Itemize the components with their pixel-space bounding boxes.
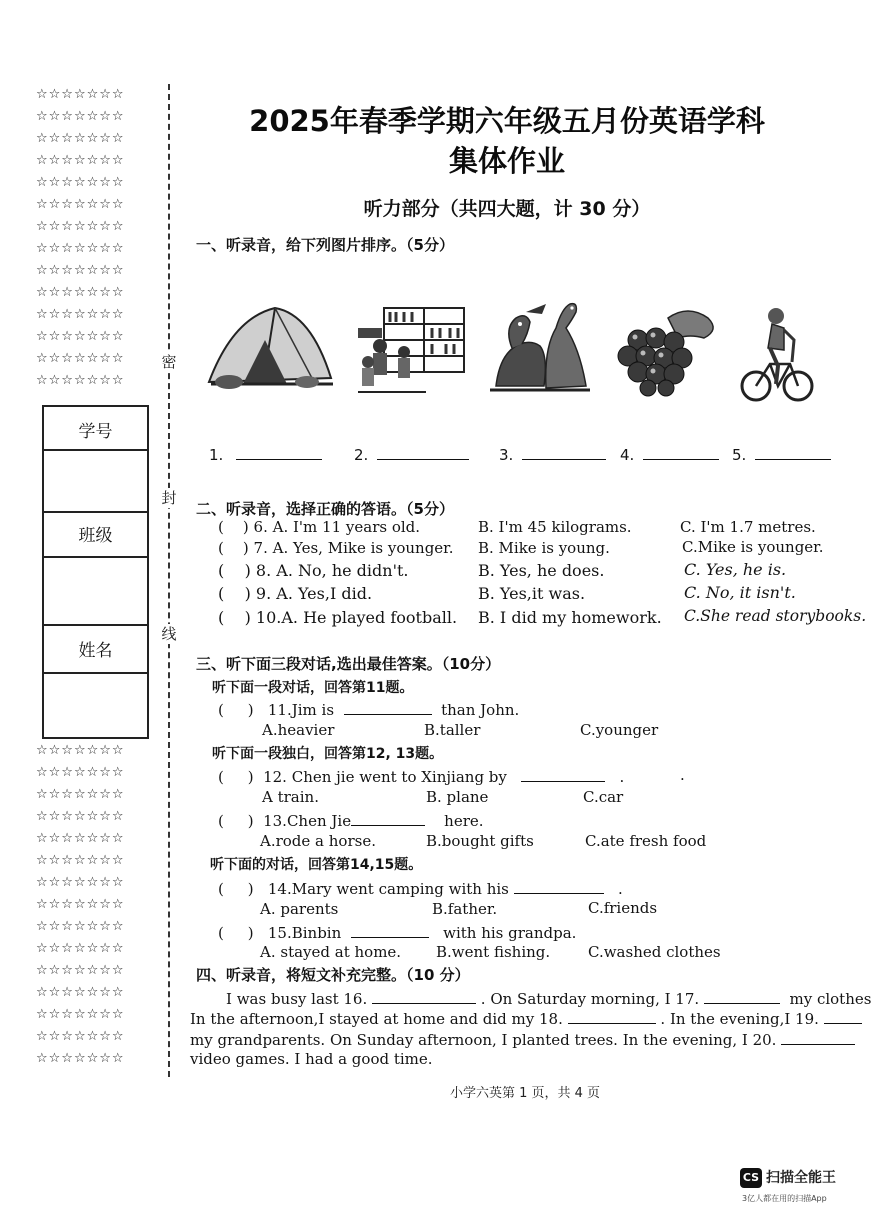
question-15-option-b[interactable]: B.went fishing. bbox=[436, 943, 551, 961]
grapes-icon bbox=[608, 304, 724, 396]
picture-number-label: 5. bbox=[732, 446, 747, 464]
star-row: ☆☆☆☆☆☆☆ bbox=[36, 941, 125, 956]
part3-heading: 三、听下面三段对话,选出最佳答案。（10分） bbox=[196, 655, 501, 673]
question-13-option-c[interactable]: C.ate fresh food bbox=[585, 832, 707, 850]
question-tail: . bbox=[619, 768, 625, 786]
picture-number-label: 3. bbox=[499, 446, 514, 464]
star-row: ☆☆☆☆☆☆☆ bbox=[36, 853, 125, 868]
question-7-option-b[interactable]: B. Mike is young. bbox=[478, 539, 610, 557]
question-12-dot: . bbox=[680, 766, 685, 784]
name-label: 姓名 bbox=[78, 641, 113, 661]
star-row: ☆☆☆☆☆☆☆ bbox=[36, 329, 125, 344]
question-number: 6. bbox=[253, 518, 268, 536]
question-13: ( ) 13.Chen Jie here. bbox=[218, 812, 484, 830]
question-14-option-c[interactable]: C.friends bbox=[588, 899, 658, 917]
star-row: ☆☆☆☆☆☆☆ bbox=[36, 285, 125, 300]
picture-blank[interactable] bbox=[236, 444, 322, 460]
picture-number-2 bbox=[354, 444, 469, 464]
picture-number-label: 1. bbox=[209, 446, 224, 464]
question-tail: . bbox=[617, 880, 623, 898]
answer-blank-16[interactable] bbox=[372, 988, 476, 1004]
question-12-option-c[interactable]: C.car bbox=[583, 788, 624, 806]
option-a[interactable]: A. I'm 11 years old. bbox=[272, 518, 421, 536]
option-a[interactable]: A. Yes,I did. bbox=[276, 584, 373, 603]
question-tail: here. bbox=[444, 812, 484, 830]
part4-heading: 四、听录音，将短文补充完整。（10 分） bbox=[196, 966, 470, 984]
question-15-option-a[interactable]: A. stayed at home. bbox=[260, 943, 402, 961]
question-10: ( ) 10.A. He played football. bbox=[218, 608, 458, 627]
question-11-option-c[interactable]: C.younger bbox=[580, 721, 659, 739]
picture-blank[interactable] bbox=[522, 444, 606, 460]
tent-icon bbox=[203, 300, 335, 392]
binding-line bbox=[168, 84, 170, 1077]
scanner-logo-icon: CS bbox=[740, 1168, 762, 1188]
question-stem: 12. Chen jie went to Xinjiang by bbox=[263, 768, 507, 786]
page-title-line2: 集体作业 bbox=[448, 144, 565, 178]
answer-blank[interactable] bbox=[514, 878, 604, 894]
star-row: ☆☆☆☆☆☆☆ bbox=[36, 831, 125, 846]
passage-text: In the afternoon,I stayed at home and did my 18. bbox=[190, 1010, 563, 1028]
star-row: ☆☆☆☆☆☆☆ bbox=[36, 263, 125, 278]
part3-instruction-3: 听下面的对话，回答第14,15题。 bbox=[210, 857, 423, 873]
question-7: ( ) 7. A. Yes, Mike is younger. bbox=[218, 539, 454, 557]
picture-number-4 bbox=[620, 444, 719, 464]
star-row: ☆☆☆☆☆☆☆ bbox=[36, 897, 125, 912]
passage-line-4: video games. I had a good time. bbox=[190, 1050, 433, 1068]
star-row: ☆☆☆☆☆☆☆ bbox=[36, 985, 125, 1000]
question-14-option-b[interactable]: B.father. bbox=[432, 900, 498, 918]
question-6-option-b[interactable]: B. I'm 45 kilograms. bbox=[478, 518, 632, 536]
question-tail: with his grandpa. bbox=[443, 924, 577, 942]
question-7-option-c[interactable]: C.Mike is younger. bbox=[682, 538, 824, 556]
passage-line-3 bbox=[190, 1029, 855, 1049]
question-number: 10. bbox=[255, 608, 282, 627]
star-row: ☆☆☆☆☆☆☆ bbox=[36, 197, 125, 212]
question-15: ( ) 15.Binbin with his grandpa. bbox=[218, 924, 577, 942]
picture-number-label: 4. bbox=[620, 446, 635, 464]
star-row: ☆☆☆☆☆☆☆ bbox=[36, 1029, 125, 1044]
listening-subtitle: 听力部分（共四大题，计 30 分） bbox=[363, 198, 651, 220]
library-icon bbox=[356, 306, 466, 396]
class-label: 班级 bbox=[78, 526, 113, 546]
part2-heading: 二、听录音，选择正确的答语。（5分） bbox=[196, 500, 454, 518]
question-6-option-c[interactable]: C. I'm 1.7 metres. bbox=[680, 518, 816, 536]
student-id-field[interactable] bbox=[44, 449, 147, 511]
picture-blank[interactable] bbox=[643, 444, 719, 460]
star-row: ☆☆☆☆☆☆☆ bbox=[36, 109, 125, 124]
picture-number-label: 2. bbox=[354, 446, 369, 464]
question-13-option-a[interactable]: A.rode a horse. bbox=[260, 832, 376, 850]
class-label-cell bbox=[44, 511, 147, 556]
star-row: ☆☆☆☆☆☆☆ bbox=[36, 1007, 125, 1022]
star-row: ☆☆☆☆☆☆☆ bbox=[36, 919, 125, 934]
seal-char-feng: 封 bbox=[158, 488, 180, 508]
option-a[interactable]: A. Yes, Mike is younger. bbox=[272, 539, 454, 557]
answer-blank-20[interactable] bbox=[781, 1029, 855, 1045]
question-stem: 14.Mary went camping with his bbox=[267, 880, 509, 898]
star-row: ☆☆☆☆☆☆☆ bbox=[36, 373, 125, 388]
question-number: 7. bbox=[253, 539, 268, 557]
part1-heading: 一、听录音，给下列图片排序。（5分） bbox=[196, 236, 454, 254]
dinosaurs-icon bbox=[486, 298, 592, 394]
scanner-app-name: 扫描全能王 bbox=[766, 1170, 836, 1186]
star-row: ☆☆☆☆☆☆☆ bbox=[36, 787, 125, 802]
star-column-top bbox=[36, 84, 125, 392]
question-number: 8. bbox=[255, 561, 272, 580]
question-10-option-b[interactable]: B. I did my homework. bbox=[478, 608, 662, 627]
answer-blank-17[interactable] bbox=[704, 988, 780, 1004]
option-a[interactable]: A. He played football. bbox=[281, 608, 458, 627]
question-stem: 11.Jim is bbox=[267, 701, 335, 719]
question-14-option-a[interactable]: A. parents bbox=[260, 900, 339, 918]
seal-char-xian: 线 bbox=[158, 624, 180, 644]
passage-text: . On Saturday morning, I 17. bbox=[480, 990, 700, 1008]
question-11: ( ) 11.Jim is than John. bbox=[218, 701, 520, 719]
star-row: ☆☆☆☆☆☆☆ bbox=[36, 87, 125, 102]
answer-blank[interactable] bbox=[351, 922, 429, 938]
star-row: ☆☆☆☆☆☆☆ bbox=[36, 153, 125, 168]
star-row: ☆☆☆☆☆☆☆ bbox=[36, 963, 125, 978]
part3-instruction-1: 听下面一段对话，回答第11题。 bbox=[212, 680, 414, 696]
name-label-cell bbox=[44, 624, 147, 672]
answer-blank-18[interactable] bbox=[568, 1008, 656, 1024]
question-tail: than John. bbox=[441, 701, 520, 719]
star-row: ☆☆☆☆☆☆☆ bbox=[36, 241, 125, 256]
answer-blank-19[interactable] bbox=[824, 1008, 862, 1024]
question-6: ( ) 6. A. I'm 11 years old. bbox=[218, 518, 421, 536]
answer-blank[interactable] bbox=[344, 699, 432, 715]
star-column-bottom bbox=[36, 740, 125, 1070]
option-a[interactable]: A. No, he didn't. bbox=[276, 561, 409, 580]
star-row: ☆☆☆☆☆☆☆ bbox=[36, 809, 125, 824]
question-9: ( ) 9. A. Yes,I did. bbox=[218, 584, 373, 603]
page-title: 2025年春季学期六年级五月份英语学科 bbox=[249, 104, 765, 138]
star-row: ☆☆☆☆☆☆☆ bbox=[36, 1051, 125, 1066]
picture-blank[interactable] bbox=[755, 444, 831, 460]
passage-text: my grandparents. On Sunday afternoon, I planted trees. In the evening, I 20. bbox=[190, 1031, 777, 1049]
star-row: ☆☆☆☆☆☆☆ bbox=[36, 351, 125, 366]
question-10-option-c[interactable]: C.She read storybooks. bbox=[684, 607, 867, 625]
question-13-option-b[interactable]: B.bought gifts bbox=[426, 832, 534, 850]
student-info-box bbox=[42, 405, 149, 739]
passage-text: I was busy last 16. bbox=[226, 990, 368, 1008]
question-8: ( ) 8. A. No, he didn't. bbox=[218, 561, 409, 580]
question-15-option-c[interactable]: C.washed clothes bbox=[588, 943, 721, 961]
answer-blank[interactable] bbox=[351, 810, 425, 826]
question-stem: 13.Chen Jie bbox=[263, 812, 352, 830]
question-number: 9. bbox=[255, 584, 272, 603]
picture-number-5 bbox=[732, 444, 831, 464]
question-stem: 15.Binbin bbox=[267, 924, 342, 942]
star-row: ☆☆☆☆☆☆☆ bbox=[36, 175, 125, 190]
answer-blank[interactable] bbox=[521, 766, 605, 782]
question-8-option-b[interactable]: B. Yes, he does. bbox=[478, 561, 605, 580]
student-id-label: 学号 bbox=[78, 422, 113, 442]
scanner-tagline: 3亿人都在用的扫描App bbox=[742, 1194, 827, 1203]
passage-text: . In the evening,I 19. bbox=[660, 1010, 819, 1028]
question-11-option-a[interactable]: A.heavier bbox=[262, 721, 335, 739]
passage-line-1 bbox=[226, 988, 871, 1008]
name-field[interactable] bbox=[44, 672, 147, 737]
star-row: ☆☆☆☆☆☆☆ bbox=[36, 743, 125, 758]
question-11-option-b[interactable]: B.taller bbox=[424, 721, 481, 739]
class-field[interactable] bbox=[44, 556, 147, 624]
cyclist-icon bbox=[740, 306, 814, 404]
star-row: ☆☆☆☆☆☆☆ bbox=[36, 765, 125, 780]
picture-number-3 bbox=[499, 444, 606, 464]
star-row: ☆☆☆☆☆☆☆ bbox=[36, 131, 125, 146]
picture-blank[interactable] bbox=[377, 444, 469, 460]
part3-instruction-2: 听下面一段独白，回答第12, 13题。 bbox=[212, 746, 444, 762]
picture-number-1 bbox=[209, 444, 322, 464]
question-12-option-a[interactable]: A train. bbox=[262, 788, 319, 806]
question-12-option-b[interactable]: B. plane bbox=[426, 788, 489, 806]
star-row: ☆☆☆☆☆☆☆ bbox=[36, 307, 125, 322]
question-14: ( ) 14.Mary went camping with his . bbox=[218, 880, 623, 898]
seal-char-mi: 密 bbox=[158, 352, 180, 372]
question-9-option-c[interactable]: C. No, it isn't. bbox=[684, 583, 796, 602]
star-row: ☆☆☆☆☆☆☆ bbox=[36, 219, 125, 234]
question-8-option-c[interactable]: C. Yes, he is. bbox=[684, 560, 787, 579]
passage-text: my clothes bbox=[789, 990, 871, 1008]
star-row: ☆☆☆☆☆☆☆ bbox=[36, 875, 125, 890]
question-9-option-b[interactable]: B. Yes,it was. bbox=[478, 584, 586, 603]
page-footer: 小学六英第 1 页，共 4 页 bbox=[449, 1086, 601, 1101]
question-12: ( ) 12. Chen jie went to Xinjiang by . bbox=[218, 768, 625, 786]
passage-line-2 bbox=[190, 1008, 862, 1028]
